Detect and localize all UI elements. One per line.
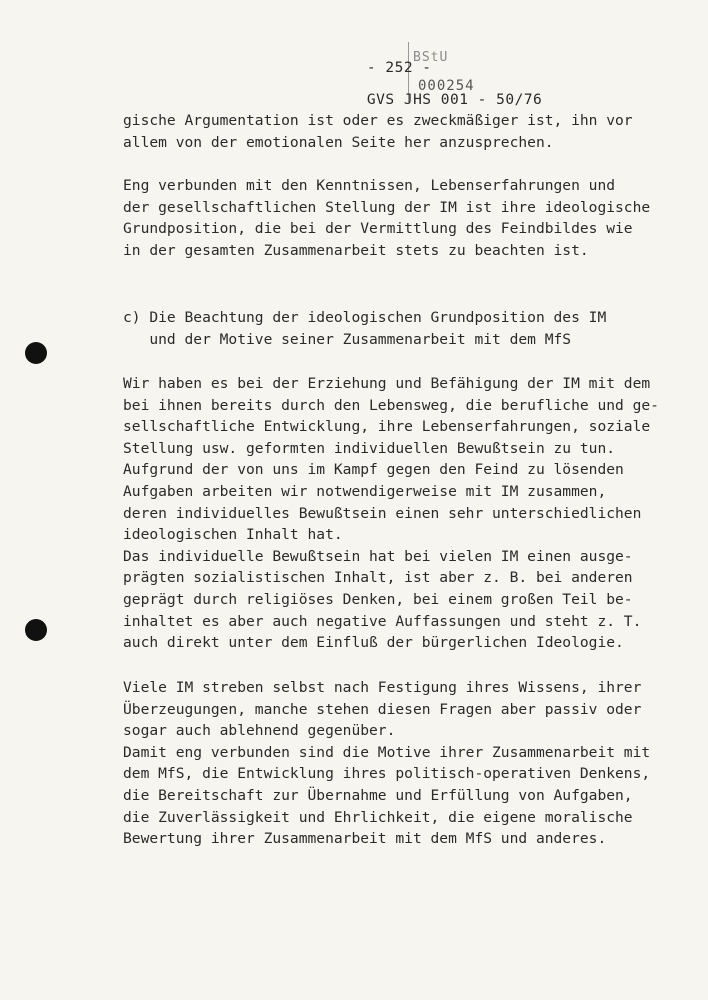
text-line: gische Argumentation ist oder es zweckmäßiger ist, ihn vor [123, 112, 633, 129]
text-line: Stellung usw. geformten individuellen Bewußtsein zu tun. [123, 439, 616, 457]
text-line: Bewertung ihrer Zusammenarbeit mit dem MfS und anderes. [123, 830, 607, 848]
archive-stamp: BStU [413, 50, 449, 65]
punch-hole [25, 619, 47, 641]
text-line: dem MfS, die Entwicklung ihres politisch-operativen Denkens, [123, 765, 651, 783]
text-line: sogar auch ablehnend gegenüber. [123, 722, 396, 740]
paragraph-2 [123, 175, 650, 261]
page-number: - 252 - [366, 60, 432, 76]
text-line: geprägt durch religiöses Denken, bei einem großen Teil be- [123, 590, 633, 608]
heading-line: und der Motive seiner Zusammenarbeit mit dem MfS [123, 330, 572, 348]
text-line: bei ihnen bereits durch den Lebensweg, die berufliche und ge- [123, 396, 659, 414]
body-paragraph-1 [123, 373, 659, 654]
text-line: der gesellschaftlichen Stellung der IM ist ihre ideologische [123, 198, 651, 216]
text-line: ideologischen Inhalt hat. [123, 526, 343, 544]
text-line: Eng verbunden mit den Kenntnissen, Lebenserfahrungen und [123, 177, 616, 194]
paragraph-1 [123, 110, 633, 153]
text-line: Aufgrund der von uns im Kampf gegen den Feind zu lösenden [123, 461, 624, 479]
text-line: Aufgaben arbeiten wir notwendigerweise mit IM zusammen, [123, 482, 607, 500]
text-line: deren individuelles Bewußtsein einen sehr unterschiedlichen [123, 504, 642, 522]
text-line: Wir haben es bei der Erziehung und Befähigung der IM mit dem [123, 375, 651, 392]
text-line: Das individuelle Bewußtsein hat bei vielen IM einen ausge- [123, 547, 633, 565]
text-line: inhaltet es aber auch negative Auffassungen und steht z. T. [123, 612, 642, 630]
text-line: die Zuverlässigkeit und Ehrlichkeit, die eigene moralische [123, 808, 633, 826]
text-line: sellschaftliche Entwicklung, ihre Lebenserfahrungen, soziale [123, 418, 651, 436]
heading-line: c) Die Beachtung der ideologischen Grundposition des IM [123, 309, 607, 326]
text-line: die Bereitschaft zur Übernahme und Erfüllung von Aufgaben, [123, 786, 633, 804]
text-line: Viele IM streben selbst nach Festigung ihres Wissens, ihrer [123, 679, 642, 696]
text-line: prägten sozialistischen Inhalt, ist aber z. B. bei anderen [123, 569, 633, 587]
text-line: Damit eng verbunden sind die Motive ihrer Zusammenarbeit mit [123, 743, 651, 761]
text-line: Grundposition, die bei der Vermittlung des Feindbildes wie [123, 220, 633, 238]
text-line: in der gesamten Zusammenarbeit stets zu beachten ist. [123, 241, 589, 259]
classification-code: GVS JHS 001 - 50/76 [366, 92, 543, 108]
body-paragraph-2 [123, 677, 650, 850]
text-line: Überzeugungen, manche stehen diesen Fragen aber passiv oder [123, 700, 642, 718]
punch-hole [25, 342, 47, 364]
text-line: auch direkt unter dem Einfluß der bürgerlichen Ideologie. [123, 634, 624, 652]
archive-stamp-number: 000254 [418, 78, 475, 94]
text-line: allem von der emotionalen Seite her anzusprechen. [123, 133, 554, 151]
section-heading [123, 307, 606, 350]
